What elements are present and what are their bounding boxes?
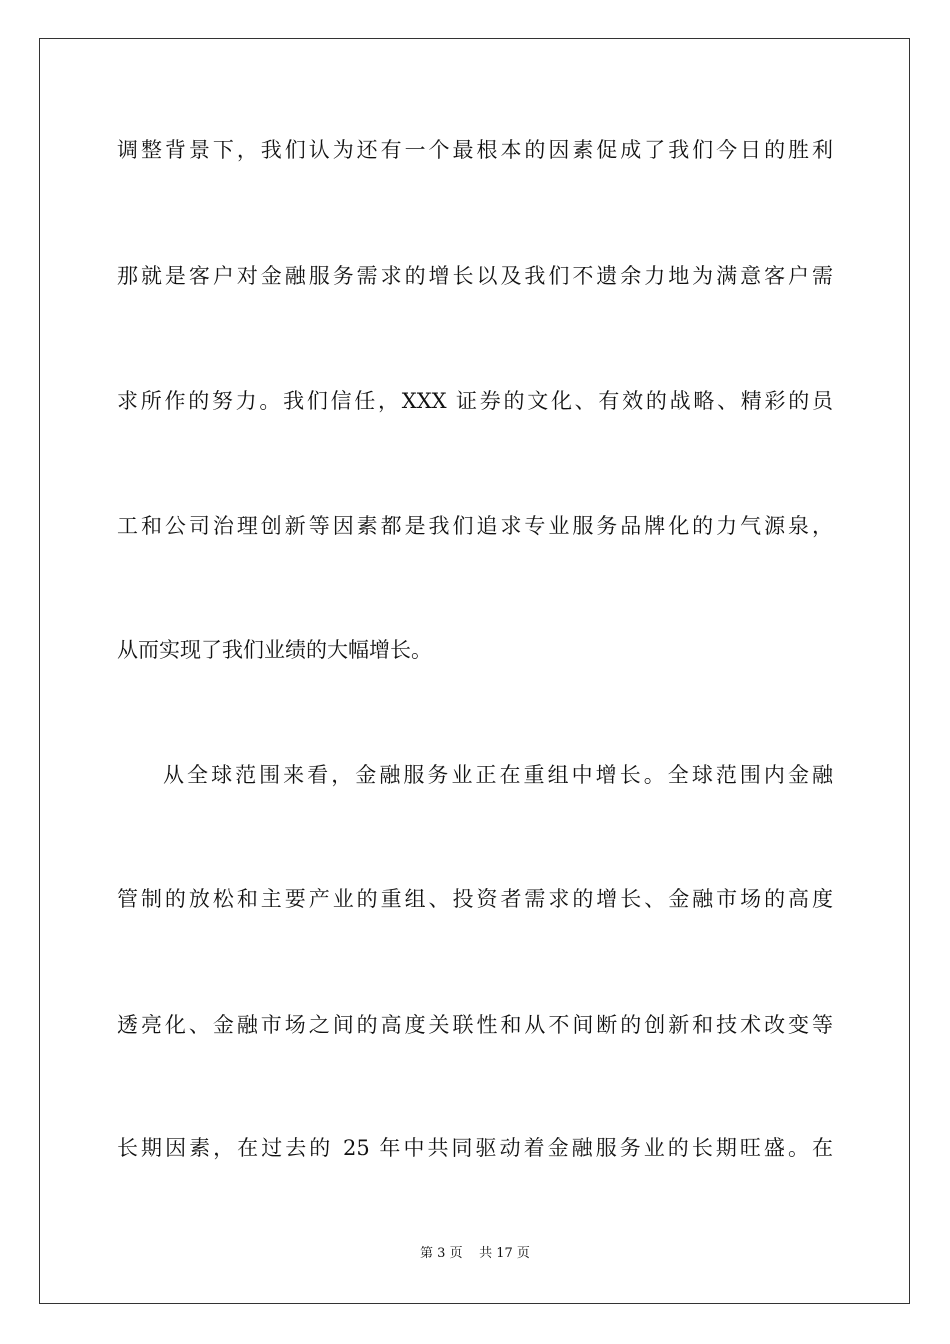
text-line-5: 从而实现了我们业绩的大幅增长。 bbox=[117, 638, 432, 662]
page-number-current: 第 3 页 bbox=[420, 1246, 463, 1261]
text-line-7: 管制的放松和主要产业的重组、投资者需求的增长、金融市场的高度 bbox=[117, 887, 833, 911]
paragraph-2-first-line: 从全球范围来看，金融服务业正在重组中增长。全球范围内金融 bbox=[163, 763, 833, 787]
text-line-1: 调整背景下，我们认为还有一个最根本的因素促成了我们今日的胜利 bbox=[117, 138, 833, 162]
text-line-3: 求所作的努力。我们信任，XXX 证券的文化、有效的战略、精彩的员 bbox=[117, 389, 833, 413]
text-line-9: 长期因素，在过去的 25 年中共同驱动着金融服务业的长期旺盛。在 bbox=[117, 1136, 833, 1160]
text-line-4: 工和公司治理创新等因素都是我们追求专业服务品牌化的力气源泉， bbox=[117, 514, 833, 538]
page-footer bbox=[0, 1245, 950, 1263]
text-line-8: 透亮化、金融市场之间的高度关联性和从不间断的创新和技术改变等 bbox=[117, 1013, 833, 1037]
text-line-2: 那就是客户对金融服务需求的增长以及我们不遗余力地为满意客户需 bbox=[117, 264, 833, 288]
page-border bbox=[39, 38, 910, 1304]
page-number-total: 共 17 页 bbox=[479, 1246, 530, 1261]
